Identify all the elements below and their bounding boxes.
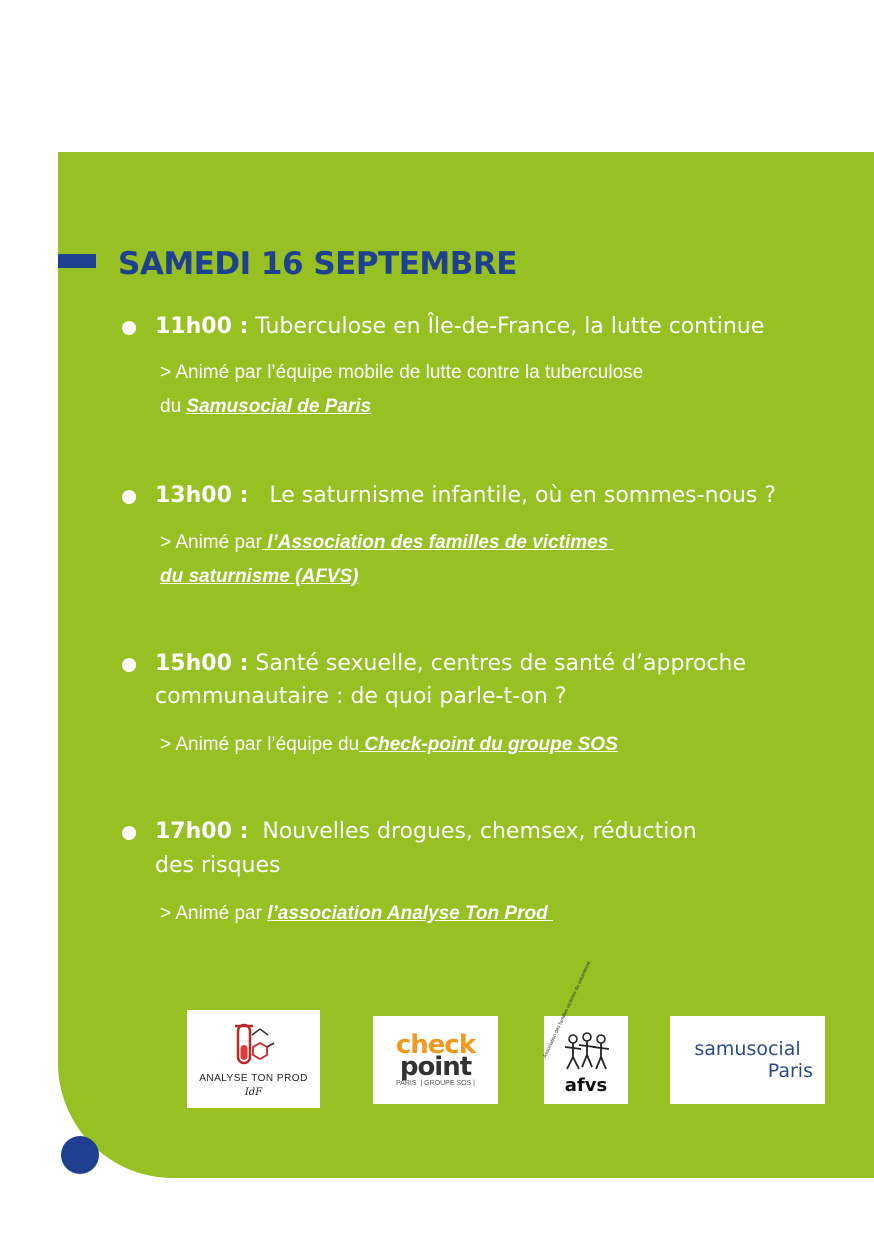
check-point-top: check <box>395 1029 476 1060</box>
bullet-icon <box>122 826 136 840</box>
title-accent-bar <box>58 254 96 268</box>
bullet-icon <box>122 658 136 672</box>
samusocial-name: samusocial <box>694 1038 801 1060</box>
afvs-link[interactable]: l’Association des familles de victimes <box>261 532 614 553</box>
host-text: > Animé par l’équipe du <box>160 734 360 755</box>
session-3-title <box>155 649 746 679</box>
session-3-time: 15h00 : <box>155 651 249 676</box>
host-text: > Animé par <box>160 903 268 924</box>
analyse-ton-prod-sub: IdF <box>244 1086 263 1098</box>
session-3-host-line-1 <box>160 728 618 762</box>
session-3-topic: Santé sexuelle, centres de santé d’approche <box>255 651 747 676</box>
analyse-ton-prod-name: ANALYSE TON PROD <box>199 1072 308 1084</box>
session-2-host-line-2 <box>160 560 358 594</box>
corner-dot <box>61 1136 99 1174</box>
analyse-ton-prod-logo <box>187 1010 320 1108</box>
samusocial-link[interactable]: Samusocial de Paris <box>186 396 372 417</box>
page-title: SAMEDI 16 SEPTEMBRE <box>118 246 517 282</box>
session-2-topic: Le saturnisme infantile, où en sommes-nous ? <box>269 483 777 508</box>
test-tube-molecule-icon <box>224 1021 284 1069</box>
session-3-title-line-2: communautaire : de quoi parle-t-on ? <box>155 684 567 709</box>
checkpoint-link[interactable]: Check-point du groupe SOS <box>359 734 618 755</box>
session-2-time: 13h00 : <box>155 483 249 508</box>
host-text: > Animé par l’équipe mobile de lutte contre la tuberculose <box>160 362 644 383</box>
session-1-host-line-1 <box>160 356 643 390</box>
check-point-bottom: point <box>399 1051 472 1082</box>
host-text: du <box>160 396 187 417</box>
check-point-sub: PARIS | GROUPE SOS | <box>396 1079 475 1087</box>
samusocial-city: Paris <box>767 1060 813 1082</box>
host-text: > Animé par <box>160 532 262 553</box>
session-1-time: 11h00 : <box>155 314 249 339</box>
check-point-logo <box>373 1016 498 1104</box>
session-2-title <box>155 481 776 511</box>
samusocial-logo <box>670 1016 825 1104</box>
analyse-ton-prod-link[interactable]: l’association Analyse Ton Prod <box>267 903 553 924</box>
afvs-name: afvs <box>564 1074 608 1096</box>
session-1-title <box>155 312 764 342</box>
session-4-title <box>155 817 697 847</box>
afvs-logo <box>544 1016 628 1104</box>
session-4-title-line-2: des risques <box>155 853 281 878</box>
session-1-topic: Tuberculose en Île-de-France, la lutte continue <box>255 314 765 339</box>
afvs-link-cont[interactable]: du saturnisme (AFVS) <box>160 566 359 587</box>
bullet-icon <box>122 490 136 504</box>
session-4-host-line-1 <box>160 897 553 931</box>
bullet-icon <box>122 321 136 335</box>
session-4-topic: Nouvelles drogues, chemsex, réduction <box>262 819 697 844</box>
session-1-host-line-2 <box>160 390 371 424</box>
session-2-host-line-1 <box>160 526 614 560</box>
session-4-time: 17h00 : <box>155 819 249 844</box>
families-figures-icon <box>551 1025 621 1075</box>
